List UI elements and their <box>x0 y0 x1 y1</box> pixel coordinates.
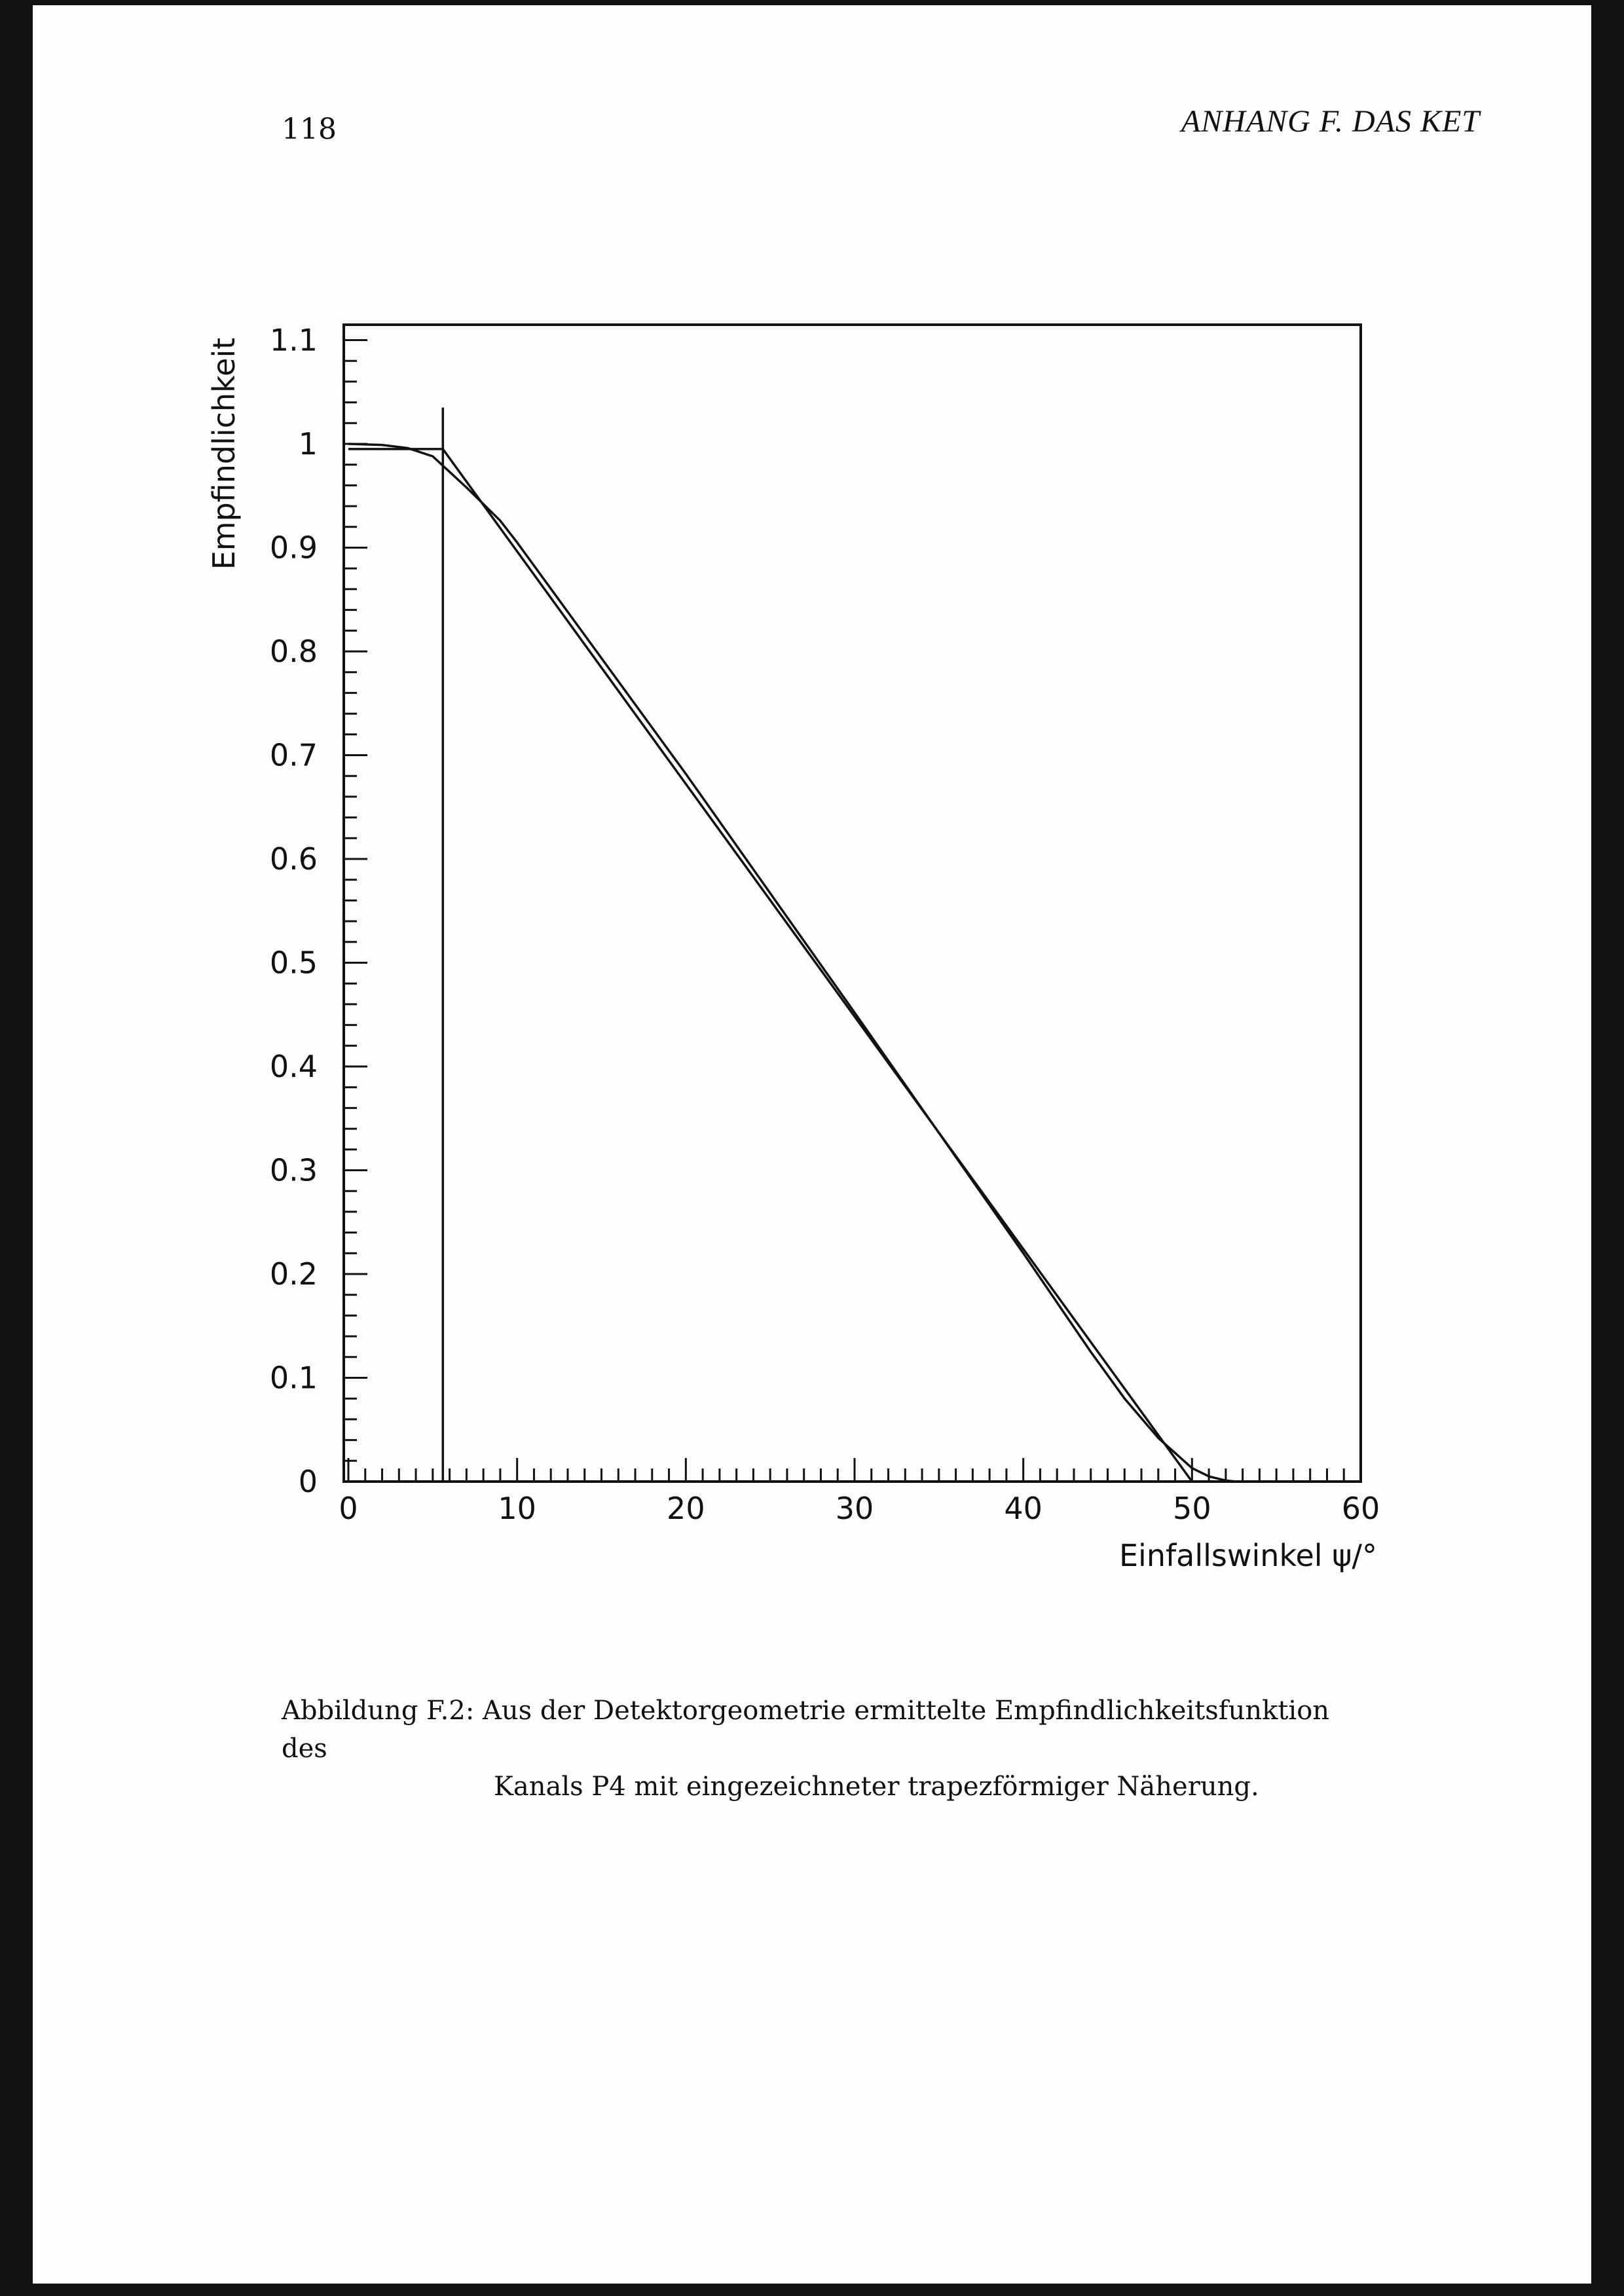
plot-frame <box>344 325 1361 1482</box>
y-tick-label: 0 <box>298 1464 318 1499</box>
y-tick-label: 0.2 <box>269 1256 318 1292</box>
tick-labels <box>270 323 1380 1527</box>
y-tick-label: 1 <box>298 426 318 462</box>
x-tick-label: 0 <box>339 1491 358 1526</box>
x-tick-label: 60 <box>1341 1491 1380 1526</box>
y-tick-label: 0.9 <box>269 530 318 566</box>
x-tick-label: 10 <box>498 1491 536 1526</box>
x-tick-label: 20 <box>667 1491 705 1526</box>
running-head: ANHANG F. DAS KET <box>1181 104 1480 139</box>
y-tick-label: 0.4 <box>269 1049 318 1084</box>
caption-line-1: Aus der Detektorgeometrie ermittelte Empfindlichkeitsfunktion des <box>282 1696 1330 1764</box>
y-tick-label: 0.1 <box>269 1360 318 1396</box>
axis-ticks <box>344 340 1361 1482</box>
page-number: 118 <box>282 113 337 146</box>
x-tick-label: 30 <box>835 1491 874 1526</box>
caption-line-2: Kanals P4 mit eingezeichneter trapezförmiger Näherung. <box>494 1772 1259 1802</box>
y-tick-label: 0.7 <box>269 737 318 773</box>
x-tick-label: 40 <box>1004 1491 1043 1526</box>
series-line-1 <box>348 444 1361 1482</box>
chart-series <box>348 408 1361 1482</box>
x-tick-label: 50 <box>1173 1491 1211 1526</box>
figure-caption <box>282 1692 1382 1806</box>
caption-label: Abbildung F.2: <box>282 1696 475 1726</box>
y-axis-label: Empfindlichkeit <box>206 337 242 570</box>
x-axis-label: Einfallswinkel ψ/° <box>1118 1538 1377 1573</box>
y-tick-label: 0.6 <box>269 841 318 877</box>
y-tick-label: 1.1 <box>269 322 318 358</box>
y-tick-label: 0.8 <box>269 634 318 669</box>
y-tick-label: 0.5 <box>269 945 318 981</box>
series-line-2 <box>348 449 1192 1482</box>
y-tick-label: 0.3 <box>269 1152 318 1188</box>
